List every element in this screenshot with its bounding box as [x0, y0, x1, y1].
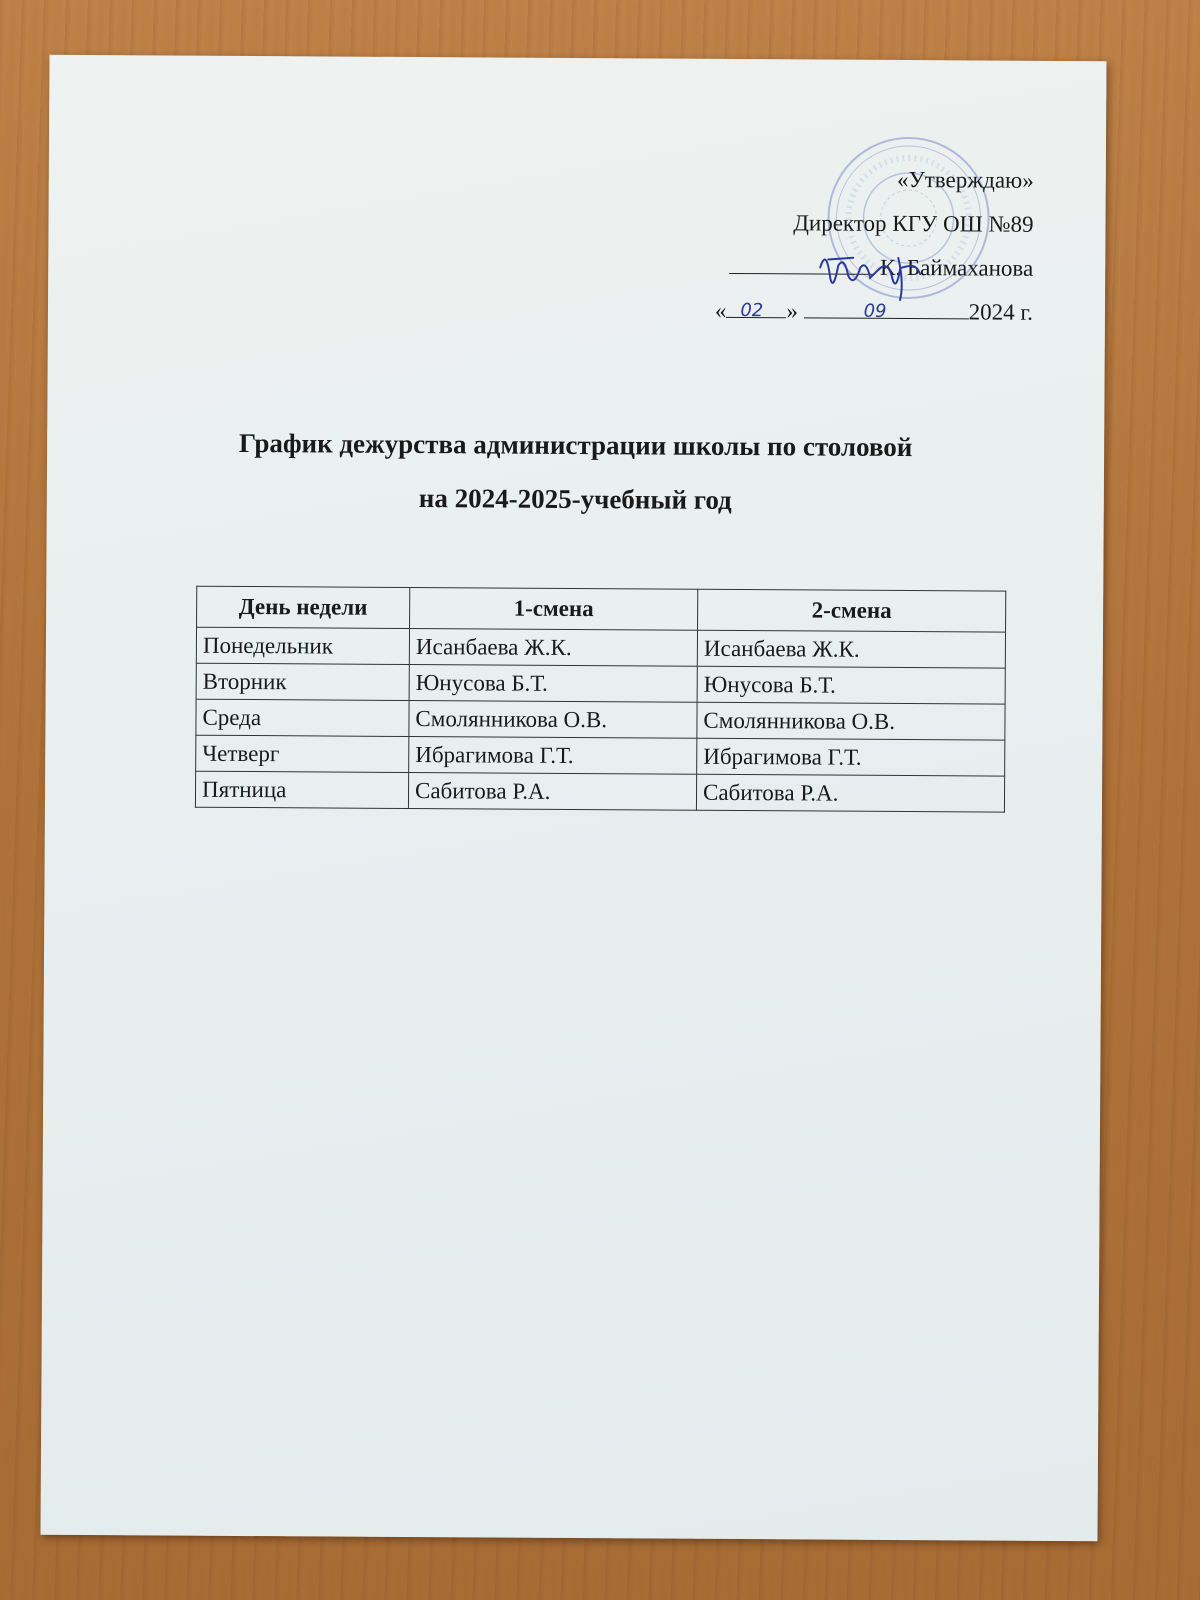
- cell-shift-2: Сабитова Р.А.: [696, 774, 1004, 812]
- approval-heading: «Утверждаю»: [896, 166, 1034, 193]
- cell-shift-1: Юнусова Б.Т.: [409, 664, 697, 702]
- cell-shift-1: Ибрагимова Г.Т.: [409, 736, 697, 774]
- header-shift-1: 1-смена: [410, 587, 698, 630]
- date-day: 02: [740, 300, 764, 322]
- cell-shift-2: Смолянникова О.В.: [697, 702, 1005, 740]
- table-row: [196, 627, 1005, 668]
- cell-shift-2: Ибрагимова Г.Т.: [697, 738, 1005, 776]
- cell-day: Среда: [196, 699, 409, 736]
- date-month: 09: [863, 300, 887, 322]
- cell-day: Вторник: [196, 663, 409, 700]
- cell-day: Понедельник: [196, 627, 409, 664]
- table-header-row: [197, 586, 1006, 632]
- title-line-1: График дежурства администрации школы по столовой: [238, 427, 913, 463]
- cell-shift-1: Сабитова Р.А.: [408, 772, 696, 810]
- table-row: [195, 771, 1004, 812]
- director-name: К. Баймаханова: [880, 254, 1034, 281]
- cell-shift-2: Юнусова Б.Т.: [697, 666, 1005, 704]
- header-shift-2: 2-смена: [698, 589, 1006, 632]
- cell-day: Четверг: [196, 735, 409, 772]
- date-close-quote: »: [786, 298, 804, 324]
- cell-shift-2: Исанбаева Ж.К.: [697, 630, 1005, 668]
- document-title: [47, 415, 1105, 529]
- date-year: 2024 г.: [968, 299, 1034, 325]
- document-sheet: [40, 55, 1106, 1541]
- cell-day: Пятница: [195, 771, 408, 808]
- header-day: День недели: [197, 586, 410, 628]
- director-signature: [808, 237, 948, 308]
- table-row: [196, 735, 1005, 776]
- title-line-2: на 2024-2025-учебный год: [418, 483, 732, 515]
- date-open-quote: «: [714, 297, 727, 323]
- approval-position: Директор КГУ ОШ №89: [793, 210, 1034, 237]
- duty-schedule-table: [195, 586, 1006, 813]
- date-day-blank: [726, 297, 786, 322]
- table-row: [196, 699, 1005, 740]
- table-row: [196, 663, 1005, 704]
- cell-shift-1: Исанбаева Ж.К.: [409, 628, 697, 666]
- cell-shift-1: Смолянникова О.В.: [409, 700, 697, 738]
